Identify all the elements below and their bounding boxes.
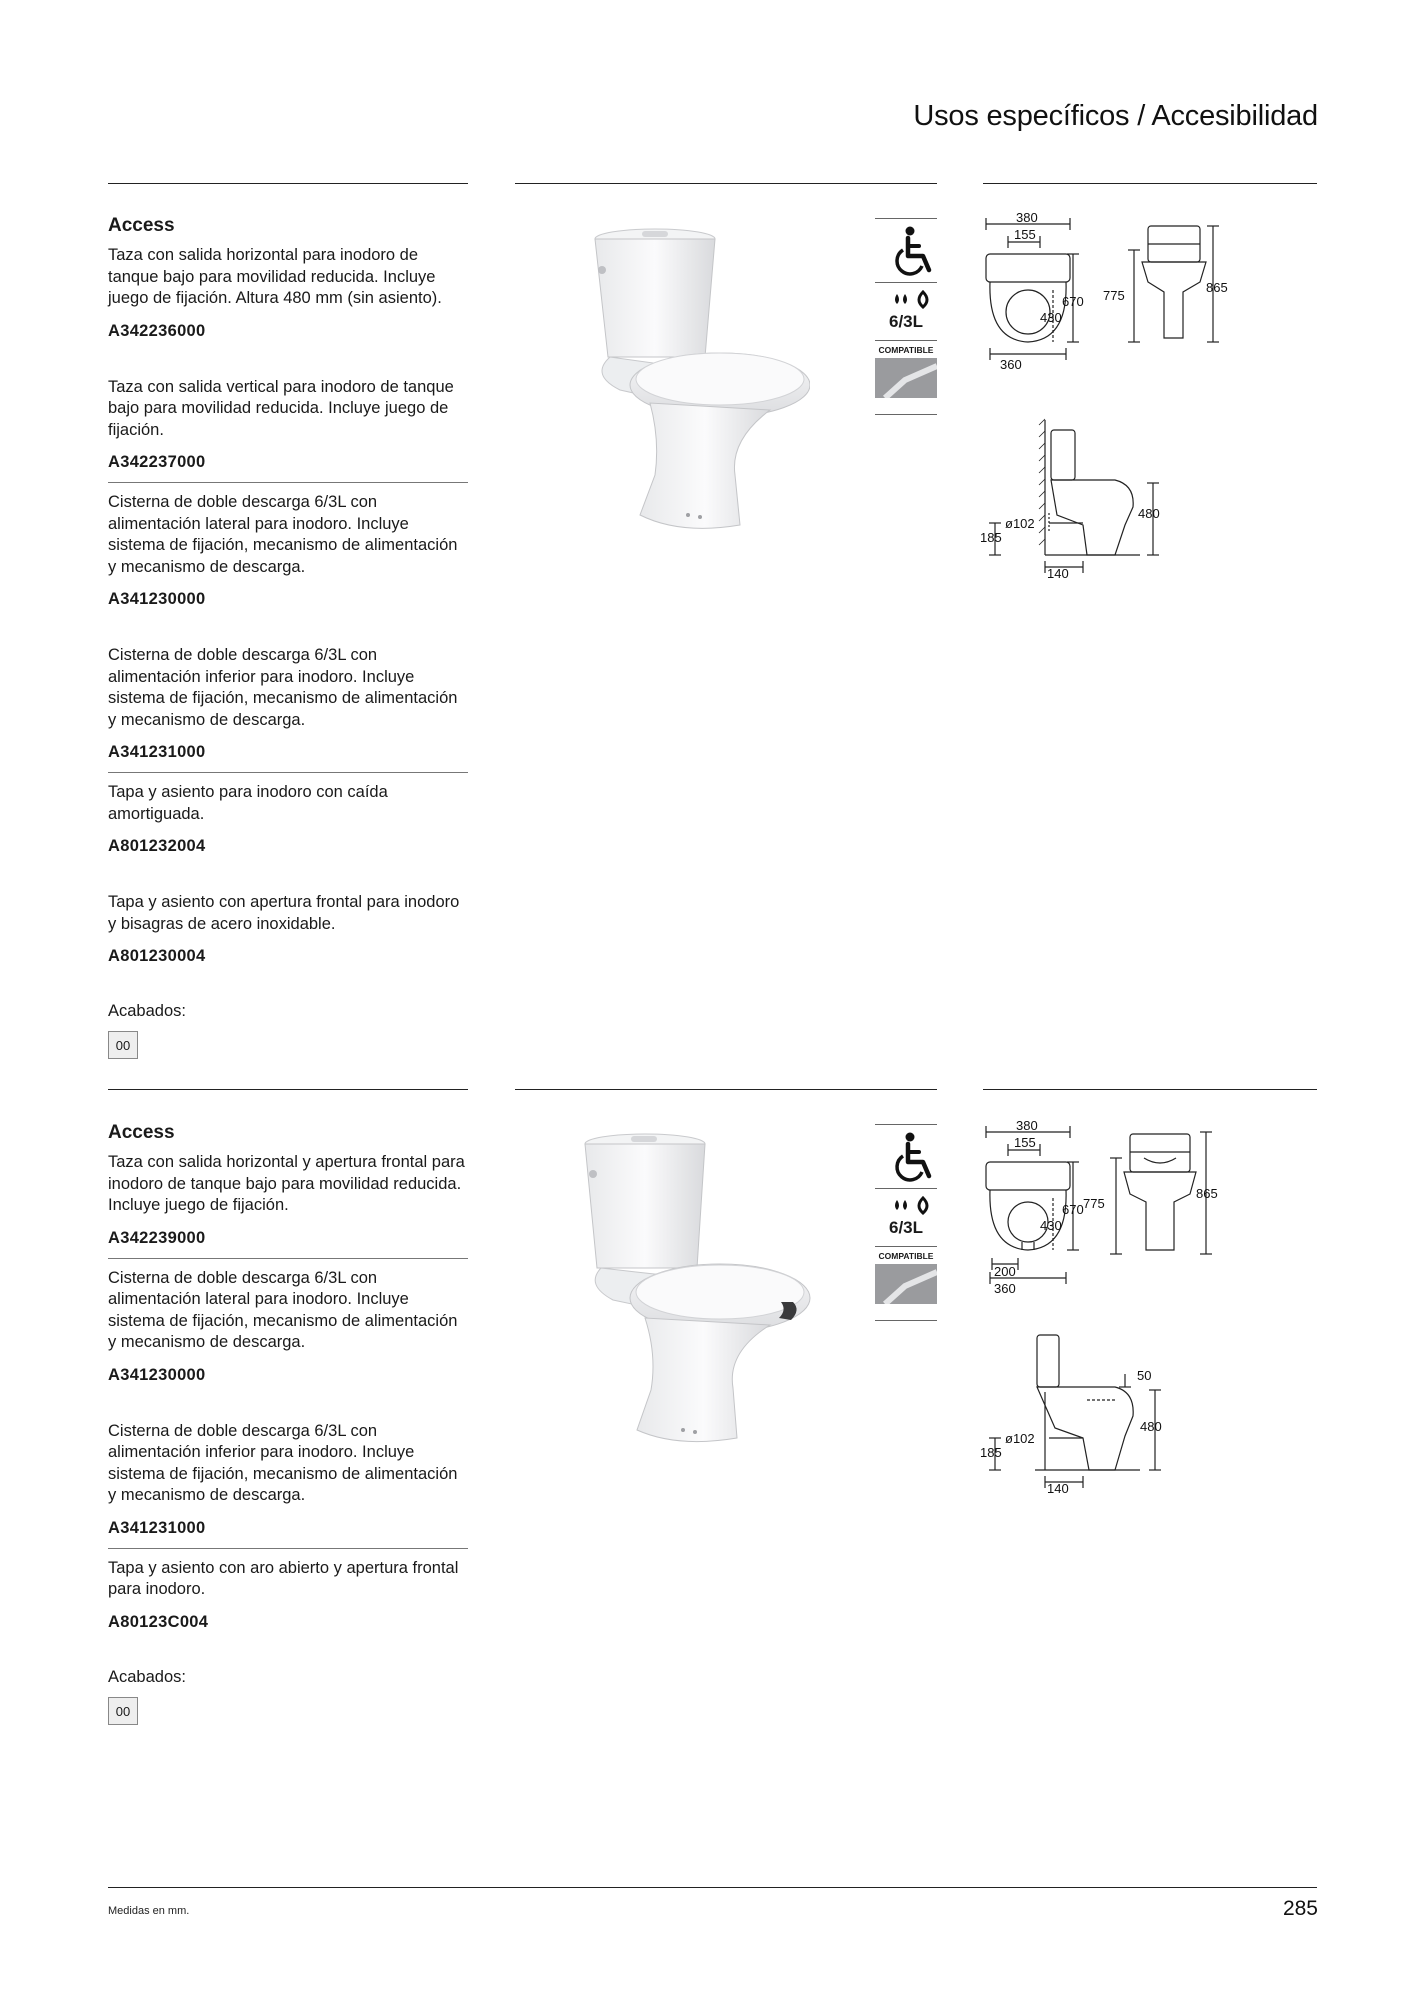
product-2-technical-drawing-views [978,1118,1248,1298]
dim-155: 155 [1014,1135,1036,1150]
dim-140: 140 [1047,566,1069,580]
finish-swatch[interactable]: 00 [108,1697,138,1725]
dim-360: 360 [994,1281,1016,1296]
compatible-label: COMPATIBLE [878,1251,934,1261]
product-1-name: Access [108,215,175,236]
finish-swatch[interactable]: 00 [108,1031,138,1059]
product-2-photo [565,1130,815,1470]
item-code: A341231000 [108,743,206,761]
item-description: Taza con salida horizontal para inodoro de tanque bajo para movilidad reducida. Incluye juego de fijación. Altura 480 mm (sin asiento). [108,246,442,307]
dim-670: 670 [1062,294,1084,309]
wheelchair-icon [884,226,946,278]
product-2-technical-drawing-side [975,1330,1175,1495]
divider [108,1248,468,1268]
divider [108,1538,468,1558]
dim-670: 670 [1062,1202,1084,1217]
product-2-name: Access [108,1122,175,1143]
section-1-rule-left [108,183,468,184]
dim-200: 200 [994,1264,1016,1279]
item-code: A342237000 [108,453,206,471]
dim-185: 185 [980,530,1002,545]
item-code: A341230000 [108,590,206,608]
product-1-feature-icons [875,218,937,414]
flush-volume-label: 6/3L [888,1218,924,1237]
product-1-technical-drawing-views [978,210,1248,370]
finishes-label: Acabados: [108,1667,186,1686]
dual-flush-drops-icon [883,290,945,310]
item-description: Tapa y asiento con apertura frontal para inodoro y bisagras de acero inoxidable. [108,893,460,933]
item-code: A342239000 [108,1228,206,1247]
dim-380: 380 [1016,1118,1038,1133]
product-2-text [108,1122,468,1725]
product-1-photo [570,225,810,555]
item-description: Cisterna de doble descarga 6/3L con alimentación lateral para inodoro. Incluye sistema de fijación, mecanismo de alimentación y mecanismo de descarga. [108,493,458,576]
dim-865: 865 [1206,280,1228,295]
compatible-shower-icon [875,358,937,398]
dim-430: 430 [1040,1218,1062,1233]
product-1-text [108,215,468,1059]
page-number: 285 [1282,1897,1318,1920]
dim-480: 480 [1138,506,1160,521]
item-description: Cisterna de doble descarga 6/3L con alimentación lateral para inodoro. Incluye sistema de fijación, mecanismo de alimentación y mecanismo de descarga. [108,1268,458,1351]
dual-flush-drops-icon [883,1196,945,1216]
flush-volume-label: 6/3L [888,312,924,331]
dim-430: 430 [1040,310,1062,325]
dim-50: 50 [1137,1368,1152,1383]
footer-note: Medidas en mm. [108,1905,190,1917]
compatible-shower-icon [875,1264,937,1304]
section-1-rule-right [983,183,1317,184]
dim-865: 865 [1196,1186,1218,1201]
dim-185: 185 [980,1445,1002,1460]
item-code: A341231000 [108,1518,206,1537]
section-2-rule-middle [515,1089,937,1090]
divider [108,472,468,492]
product-2-feature-icons [875,1124,937,1320]
item-description: Tapa y asiento con aro abierto y apertura frontal para inodoro. [108,1558,459,1598]
dim-480: 480 [1140,1419,1162,1434]
dim-775: 775 [1083,1196,1105,1211]
item-description: Cisterna de doble descarga 6/3L con alimentación inferior para inodoro. Incluye sistema de fijación, mecanismo de alimentación y mecanismo de descarga. [108,646,458,729]
item-description: Taza con salida vertical para inodoro de tanque bajo para movilidad reducida. Incluye juego de fijación. [108,377,454,439]
section-2-rule-left [108,1089,468,1090]
compatible-label: COMPATIBLE [878,345,934,355]
item-code: A80123C004 [108,1612,209,1631]
page-title: Usos específicos / Accesibilidad [913,100,1318,132]
dim-diameter-102: ø102 [1005,1431,1035,1446]
section-1-rule-middle [515,183,937,184]
item-code: A801232004 [108,837,206,855]
section-2-rule-right [983,1089,1317,1090]
dim-380: 380 [1016,210,1038,225]
finishes-label: Acabados: [108,1002,186,1020]
dim-360: 360 [1000,357,1022,370]
dim-140: 140 [1047,1481,1069,1495]
divider [108,762,468,782]
item-description: Cisterna de doble descarga 6/3L con alimentación inferior para inodoro. Incluye sistema de fijación, mecanismo de alimentación y mecanismo de descarga. [108,1421,458,1504]
item-code: A342236000 [108,321,206,340]
dim-155: 155 [1014,227,1036,242]
item-description: Tapa y asiento para inodoro con caída amortiguada. [108,783,388,823]
footer-rule [108,1887,1317,1888]
wheelchair-icon [884,1132,946,1184]
dim-diameter-102: ø102 [1005,516,1035,531]
item-description: Taza con salida horizontal y apertura frontal para inodoro de tanque bajo para movilidad reducida. Incluye juego de fijación. [108,1153,465,1214]
dim-775: 775 [1103,288,1125,303]
item-code: A801230004 [108,947,206,965]
item-code: A341230000 [108,1365,206,1384]
product-1-technical-drawing-side [975,415,1175,580]
